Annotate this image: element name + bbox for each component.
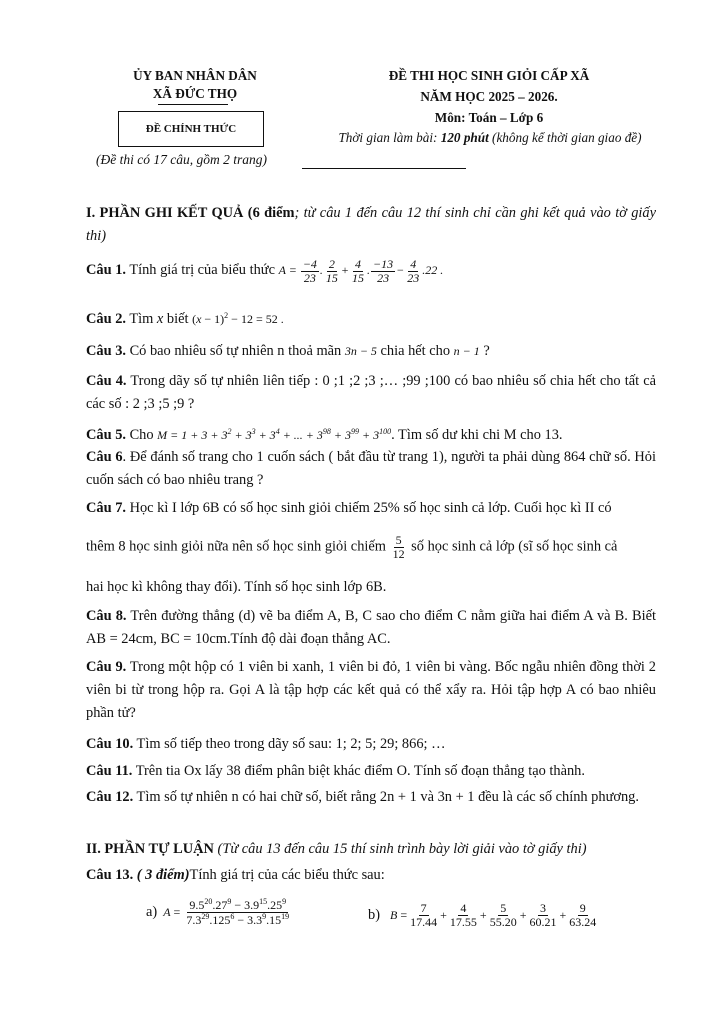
question-6: Câu 6. Để đánh số trang cho 1 cuốn sách ( bắt đầu từ trang 1), người ta phải dùng 864 chữ số. Hỏi cuốn sách có bao nhiêu trang ? xyxy=(86,449,657,488)
q13-part-a: a) A = $\frac{9.5^{20}.27^9 - 3.9^{15}.25^9}{7.3^{29}.125^6 - 3.3^9.15^{19}}$ xyxy=(146,897,290,927)
q5-expression: $M = 1 + 3 + 3^2 + 3^3 + 3^4$ + ... + $3^{98} + 3^{99} + 3^{100}$ xyxy=(157,427,392,442)
question-8: Câu 8. Trên đường thẳng (d) vẽ ba điểm A, B, C sao cho điểm C nằm giữa hai điểm A và B. Biết AB = 24cm, BC = 10cm.Tính độ dài đoạn thẳng AC. xyxy=(86,608,657,647)
question-2: Câu 2. Tìm x biết $(x - 1)^2 - 12 = 52$ . xyxy=(86,311,284,327)
school-year: NĂM HỌC 2025 – 2026. xyxy=(420,89,558,104)
question-11: Câu 11. Trên tia Ox lấy 38 điểm phân biệt khác điểm O. Tính số đoạn thẳng tạo thành. xyxy=(86,763,585,779)
question-10: Câu 10. Tìm số tiếp theo trong dãy số sau: 1; 2; 5; 29; 866; … xyxy=(86,736,446,752)
question-7-line-3: hai học kì không thay đổi). Tính số học sinh lớp 6B. xyxy=(86,579,387,595)
question-7-line-2: thêm 8 học sinh giỏi nữa nên số học sinh giỏi chiếm $\frac{5}{12}$ số học sinh cả lớp (sĩ số học sinh cả xyxy=(86,533,618,561)
question-7: Câu 7. Học kì I lớp 6B có số học sinh giỏi chiếm 25% số học sinh cả lớp. Cuối học kì II có xyxy=(86,500,612,516)
q13-part-b: b) B = $\frac{7}{17.44}$ + $\frac{4}{17.55}$ + $\frac{5}{55.20}$ + $\frac{3}{60.21}$ + $\frac{9}{63.24}$ xyxy=(368,901,597,929)
question-13: Câu 13. ( 3 điểm)Tính giá trị của các biểu thức sau: xyxy=(86,867,385,883)
official-badge: ĐỀ CHÍNH THỨC xyxy=(118,111,264,147)
exam-title: ĐỀ THI HỌC SINH GIỎI CẤP XÃ xyxy=(388,68,590,83)
org-underline xyxy=(158,104,228,105)
page-note: (Đề thi có 17 câu, gồm 2 trang) xyxy=(96,152,267,167)
org-line-1: ỦY BAN NHÂN DÂN xyxy=(133,68,257,83)
question-5: Câu 5. Cho $M = 1 + 3 + 3^2 + 3^3 + 3^4$ + ... + $3^{98} + 3^{99} + 3^{100}$. Tìm số dư khi chi M cho 13. xyxy=(86,427,563,443)
q1-expression: A = $\frac{-4}{23}$ . $\frac{2}{15}$ + $\frac{4}{15}$ . $\frac{-13}{23}$ − $\frac{4}{23}$ .22 . xyxy=(278,257,444,285)
q2-expression: $(x - 1)^2 - 12 = 52$ . xyxy=(192,311,284,326)
question-4: Câu 4. Trong dãy số tự nhiên liên tiếp : 0 ;1 ;2 ;3 ;… ;99 ;100 có bao nhiêu số chia hết cho tất cả các số : 2 ;3 ;5 ;9 ? xyxy=(86,373,657,412)
question-9: Câu 9. Trong một hộp có 1 viên bi xanh, 1 viên bi đỏ, 1 viên bi vàng. Bốc ngẫu nhiên đồng thời 2 viên bi từ trong hộp ra. Gọi A là tập hợp các kết quả có thể xẩy ra. Hỏi tập hợp A có bao nhiêu phần tử? xyxy=(86,659,656,721)
org-line-2: XÃ ĐỨC THỌ xyxy=(152,86,238,101)
question-1: Câu 1. Tính giá trị của biểu thức A = $\frac{-4}{23}$ . $\frac{2}{15}$ + $\frac{4}{15}$ . $\frac{-13}{23}$ − $\frac{4}{23}$ .22 . xyxy=(86,257,444,285)
question-3: Câu 3. Có bao nhiêu số tự nhiên n thoả mãn 3n − 5 chia hết cho n − 1 ? xyxy=(86,343,490,359)
part1-title: I. PHẦN GHI KẾT QUẢ (6 điểm; từ câu 1 đến câu 12 thí sinh chỉ cần ghi kết quả vào tờ giấy thi) xyxy=(86,205,656,244)
part2-title: II. PHẦN TỰ LUẬN (Từ câu 13 đến câu 15 thí sinh trình bày lời giải vào tờ giấy thi) xyxy=(86,841,587,857)
subject: Môn: Toán – Lớp 6 xyxy=(434,110,544,125)
time-limit: Thời gian làm bài: 120 phút (không kể thời gian giao đề) xyxy=(338,130,642,145)
question-12: Câu 12. Tìm số tự nhiên n có hai chữ số, biết rằng 2n + 1 và 3n + 1 đều là các số chính phương. xyxy=(86,789,639,805)
header-rule xyxy=(302,168,466,169)
